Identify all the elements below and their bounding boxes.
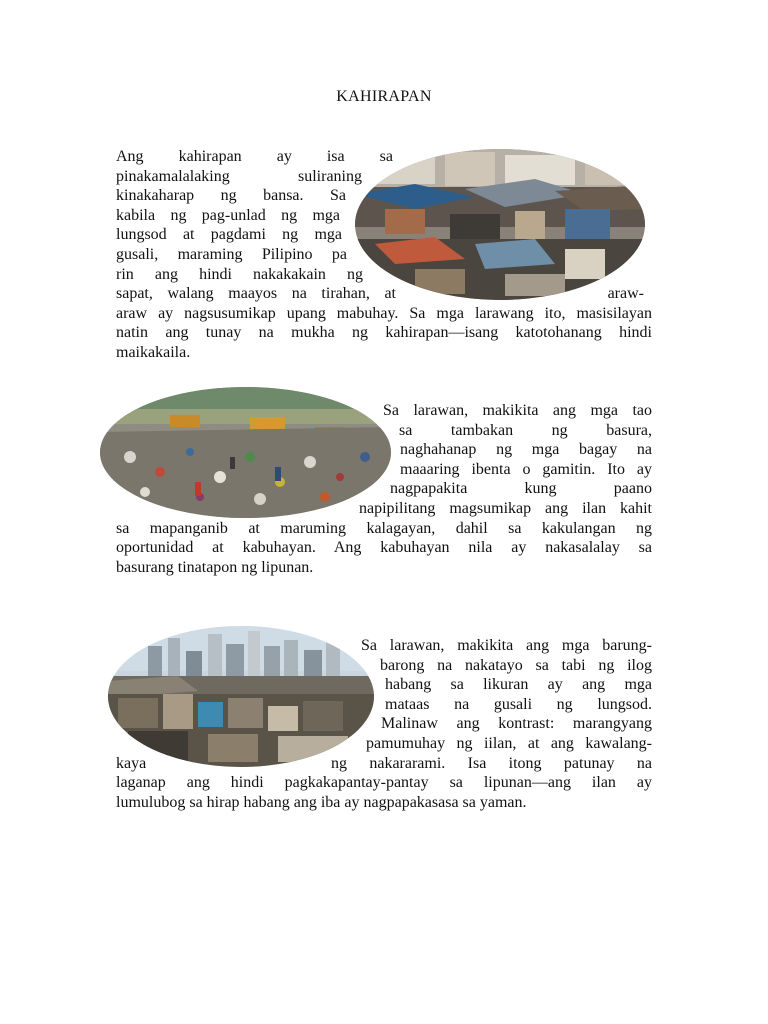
paragraph-line: pinakamalalaking suliraning xyxy=(116,167,362,185)
paragraph-line: napipilitang magsumikap ang ilan kahit xyxy=(359,499,652,517)
paragraph-line: basurang tinatapon ng lipunan. xyxy=(116,558,314,576)
paragraph-line-end: ng nakararami. Isa itong patunay na xyxy=(331,754,652,772)
paragraph-line: araw ay nagsusumikap upang mabuhay. Sa mga larawang ito, masisilayan xyxy=(116,304,652,322)
paragraph-line: sa tambakan ng basura, xyxy=(399,421,652,439)
paragraph-line: oportunidad at kabuhayan. Ang kabuhayan nila ay nakasalalay sa xyxy=(116,539,652,557)
shanty-town-photo xyxy=(355,149,645,300)
paragraph-line: rin ang hindi nakakakain ng xyxy=(116,265,363,283)
paragraph-line: pamumuhay ng iilan, at ang kawalang- xyxy=(366,734,652,752)
paragraph-line: mataas na gusali ng lungsod. xyxy=(385,695,652,713)
paragraph-line: natin ang tunay na mukha ng kahirapan—isang katotohanang hindi xyxy=(116,324,652,342)
paragraph-line: Sa larawan, makikita ang mga barung- xyxy=(361,637,652,654)
paragraph-line: kinakaharap ng bansa. Sa xyxy=(116,187,346,205)
paragraph-line-start: kaya xyxy=(116,754,147,772)
paragraph-line: maikakaila. xyxy=(116,343,191,361)
paragraph-line: nagpapakita kung paano xyxy=(390,480,652,498)
page-title: KAHIRAPAN xyxy=(336,88,432,105)
paragraph-line: lungsod at pagdami ng mga xyxy=(116,226,342,244)
paragraph-line: lumulubog sa hirap habang ang iba ay nagpapakasasa sa yaman. xyxy=(116,793,527,811)
paragraph-line: Ang kahirapan ay isa sa xyxy=(116,148,393,165)
paragraph-line: maaaring ibenta o gamitin. Ito ay xyxy=(400,460,652,478)
paragraph-line: sa mapanganib at maruming kalagayan, dahil sa kakulangan ng xyxy=(116,519,652,537)
slum-city-photo xyxy=(108,626,374,767)
paragraph-line: Malinaw ang kontrast: marangyang xyxy=(381,715,652,733)
dumpsite-photo xyxy=(100,387,391,518)
paragraph-line: barong na nakatayo sa tabi ng ilog xyxy=(380,656,652,674)
paragraph-line: laganap ang hindi pagkakapantay-pantay sa lipunan—ang ilan ay xyxy=(116,774,652,792)
paragraph-line: gusali, maraming Pilipino pa xyxy=(116,245,347,263)
paragraph-line: habang sa likuran ay ang mga xyxy=(385,676,652,694)
paragraph-line-end: araw- xyxy=(607,285,644,303)
paragraph-line-start: sapat, walang maayos na tirahan, at xyxy=(116,285,396,303)
paragraph-line: Sa larawan, makikita ang mga tao xyxy=(383,402,652,419)
paragraph-line: naghahanap ng mga bagay na xyxy=(400,441,652,459)
paragraph-line: kabila ng pag-unlad ng mga xyxy=(116,206,340,224)
